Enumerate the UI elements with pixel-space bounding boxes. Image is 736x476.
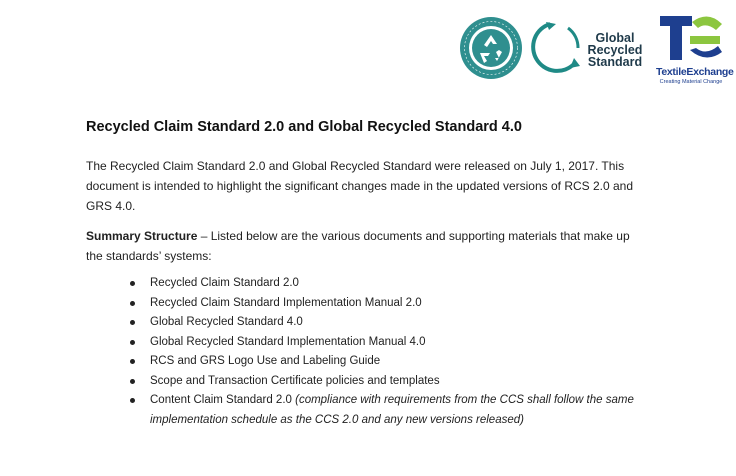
summary-paragraph [86, 226, 646, 266]
grs-logo-text: Global Recycled Standard [587, 31, 643, 69]
textile-exchange-logo [656, 12, 734, 92]
list-item: RCS and GRS Logo Use and Labeling Guide [130, 352, 650, 372]
list-item: Recycled Claim Standard Implementation Manual 2.0 [130, 294, 650, 314]
rcs-recycled-100-logo [459, 16, 523, 80]
list-item: Global Recycled Standard 4.0 [130, 313, 650, 333]
list-item: Recycled Claim Standard 2.0 [130, 274, 650, 294]
list-item: Scope and Transaction Certificate policies and templates [130, 372, 650, 392]
list-item-note: (compliance with requirements from the CCS shall follow the same implementation schedule as the CCS 2.0 and any new versions released) [150, 394, 634, 426]
textile-exchange-mark-icon [656, 12, 726, 66]
documents-list [130, 274, 650, 430]
document-title: Recycled Claim Standard 2.0 and Global Recycled Standard 4.0 [86, 119, 522, 135]
summary-text: – Listed below are the various documents and supporting materials that make up the standards’ systems: [86, 229, 630, 263]
textile-exchange-name: TextileExchange [656, 66, 734, 78]
intro-paragraph: The Recycled Claim Standard 2.0 and Global Recycled Standard were released on July 1, 2017. This document is intended to highlight the significant changes made in the updated versions of RCS 2.0 and GRS 4.0. [86, 159, 634, 213]
summary-label: Summary Structure [86, 229, 198, 243]
list-item [130, 391, 650, 430]
grs-logo [528, 18, 652, 80]
list-item-label: Content Claim Standard 2.0 [150, 394, 296, 406]
list-item: Global Recycled Standard Implementation Manual 4.0 [130, 333, 650, 353]
textile-exchange-tagline: Creating Material Change [659, 79, 723, 85]
